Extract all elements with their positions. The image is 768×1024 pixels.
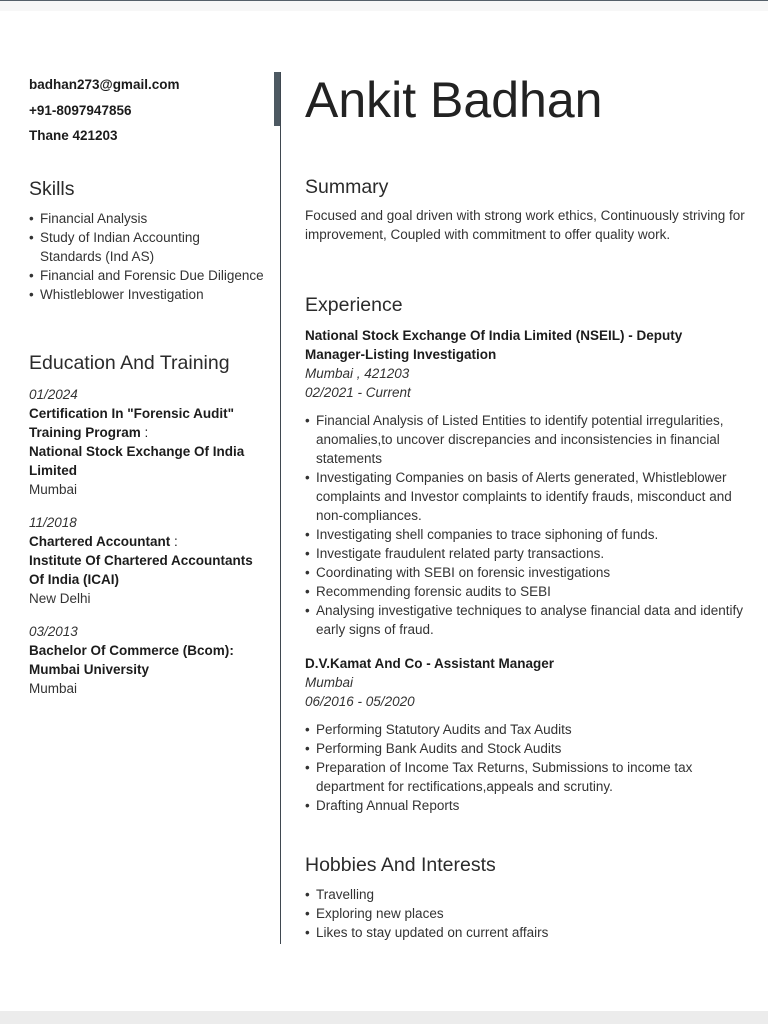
hobby-item: • Travelling xyxy=(305,885,745,904)
job-title: D.V.Kamat And Co - Assistant Manager xyxy=(305,656,555,671)
experience-list xyxy=(305,326,745,815)
contact-location: Thane 421203 xyxy=(29,128,118,143)
job-bullet: • Drafting Annual Reports xyxy=(305,796,745,815)
education-separator: : xyxy=(170,534,178,549)
education-separator: : xyxy=(140,425,149,440)
resume-page xyxy=(0,11,768,1011)
job-location: Mumbai , 421203 xyxy=(305,366,410,381)
skills-list xyxy=(29,209,265,304)
job-bullet: • Financial Analysis of Listed Entities to identify potential irregularities, anomalies,to uncover discrepancies and inconsistencies in financial statements xyxy=(305,411,745,468)
job-bullets xyxy=(305,720,745,815)
hobby-item: • Exploring new places xyxy=(305,904,745,923)
hobbies-heading: Hobbies And Interests xyxy=(305,854,496,876)
education-list xyxy=(29,385,265,712)
education-date: 03/2013 xyxy=(29,624,78,639)
education-location: New Delhi xyxy=(29,591,91,606)
job-location: Mumbai xyxy=(305,675,354,690)
education-institution: National Stock Exchange Of India Limited xyxy=(29,444,245,478)
hobbies-list xyxy=(305,885,745,942)
job-title: National Stock Exchange Of India Limited (NSEIL) - Deputy Manager-Listing Investigation xyxy=(305,328,683,362)
skill-item: • Study of Indian Accounting Standards (Ind AS) xyxy=(29,228,265,266)
education-heading: Education And Training xyxy=(29,352,230,374)
job-bullet: • Investigating Companies on basis of Alerts generated, Whistleblower complaints and Investor complaints to identify frauds, misconduct and non-compliances. xyxy=(305,468,745,525)
education-title: Chartered Accountant xyxy=(29,534,171,549)
education-date: 01/2024 xyxy=(29,387,78,402)
education-date: 11/2018 xyxy=(29,515,77,530)
education-entry xyxy=(29,622,265,698)
skills-heading: Skills xyxy=(29,178,75,200)
job-bullet: • Investigate fraudulent related party transactions. xyxy=(305,544,745,563)
skill-item: • Financial Analysis xyxy=(29,209,265,228)
education-title-line xyxy=(29,641,265,679)
page-bottom-edge xyxy=(0,1011,768,1024)
job-bullet: • Analysing investigative techniques to analyse financial data and identify early signs of fraud. xyxy=(305,601,745,639)
education-title: Certification In "Forensic Audit" Training Program xyxy=(29,406,235,440)
job-bullet: • Recommending forensic audits to SEBI xyxy=(305,582,745,601)
contact-email[interactable]: badhan273@gmail.com xyxy=(29,77,180,92)
education-location: Mumbai xyxy=(29,681,78,696)
left-column xyxy=(29,72,265,696)
job-bullets xyxy=(305,411,745,639)
job-bullet: • Performing Bank Audits and Stock Audits xyxy=(305,739,745,758)
job-entry xyxy=(305,326,745,639)
education-location: Mumbai xyxy=(29,482,78,497)
education-title-line xyxy=(29,532,265,589)
job-bullet: • Preparation of Income Tax Returns, Submissions to income tax department for rectifications,appeals and scrutiny. xyxy=(305,758,745,796)
contact-phone[interactable]: +91-8097947856 xyxy=(29,102,132,118)
skill-item: • Financial and Forensic Due Diligence xyxy=(29,266,265,285)
hobby-item: • Likes to stay updated on current affairs xyxy=(305,923,745,942)
column-divider xyxy=(280,72,281,944)
job-dates: 06/2016 - 05/2020 xyxy=(305,694,415,709)
summary-text: Focused and goal driven with strong work ethics, Continuously striving for improvement, Coupled with commitment to offer quality work. xyxy=(305,208,745,242)
job-bullet: • Investigating shell companies to trace siphoning of funds. xyxy=(305,525,745,544)
education-institution: Mumbai University xyxy=(29,662,150,677)
divider-accent-bar xyxy=(274,72,280,126)
experience-heading: Experience xyxy=(305,294,403,316)
education-institution: Institute Of Chartered Accountants Of India (ICAI) xyxy=(29,553,253,587)
job-bullet: • Performing Statutory Audits and Tax Audits xyxy=(305,720,745,739)
job-dates: 02/2021 - Current xyxy=(305,385,411,400)
education-entry xyxy=(29,513,265,608)
summary-heading: Summary xyxy=(305,176,389,198)
education-entry xyxy=(29,385,265,499)
skill-item: • Whistleblower Investigation xyxy=(29,285,265,304)
contact-block xyxy=(29,72,265,149)
window-top-border xyxy=(0,0,768,11)
job-bullet: • Coordinating with SEBI on forensic investigations xyxy=(305,563,745,582)
education-title: Bachelor Of Commerce (Bcom) xyxy=(29,643,230,658)
job-entry xyxy=(305,654,745,815)
education-title-line xyxy=(29,404,265,480)
education-separator: : xyxy=(229,643,234,658)
candidate-name: Ankit Badhan xyxy=(305,72,603,128)
